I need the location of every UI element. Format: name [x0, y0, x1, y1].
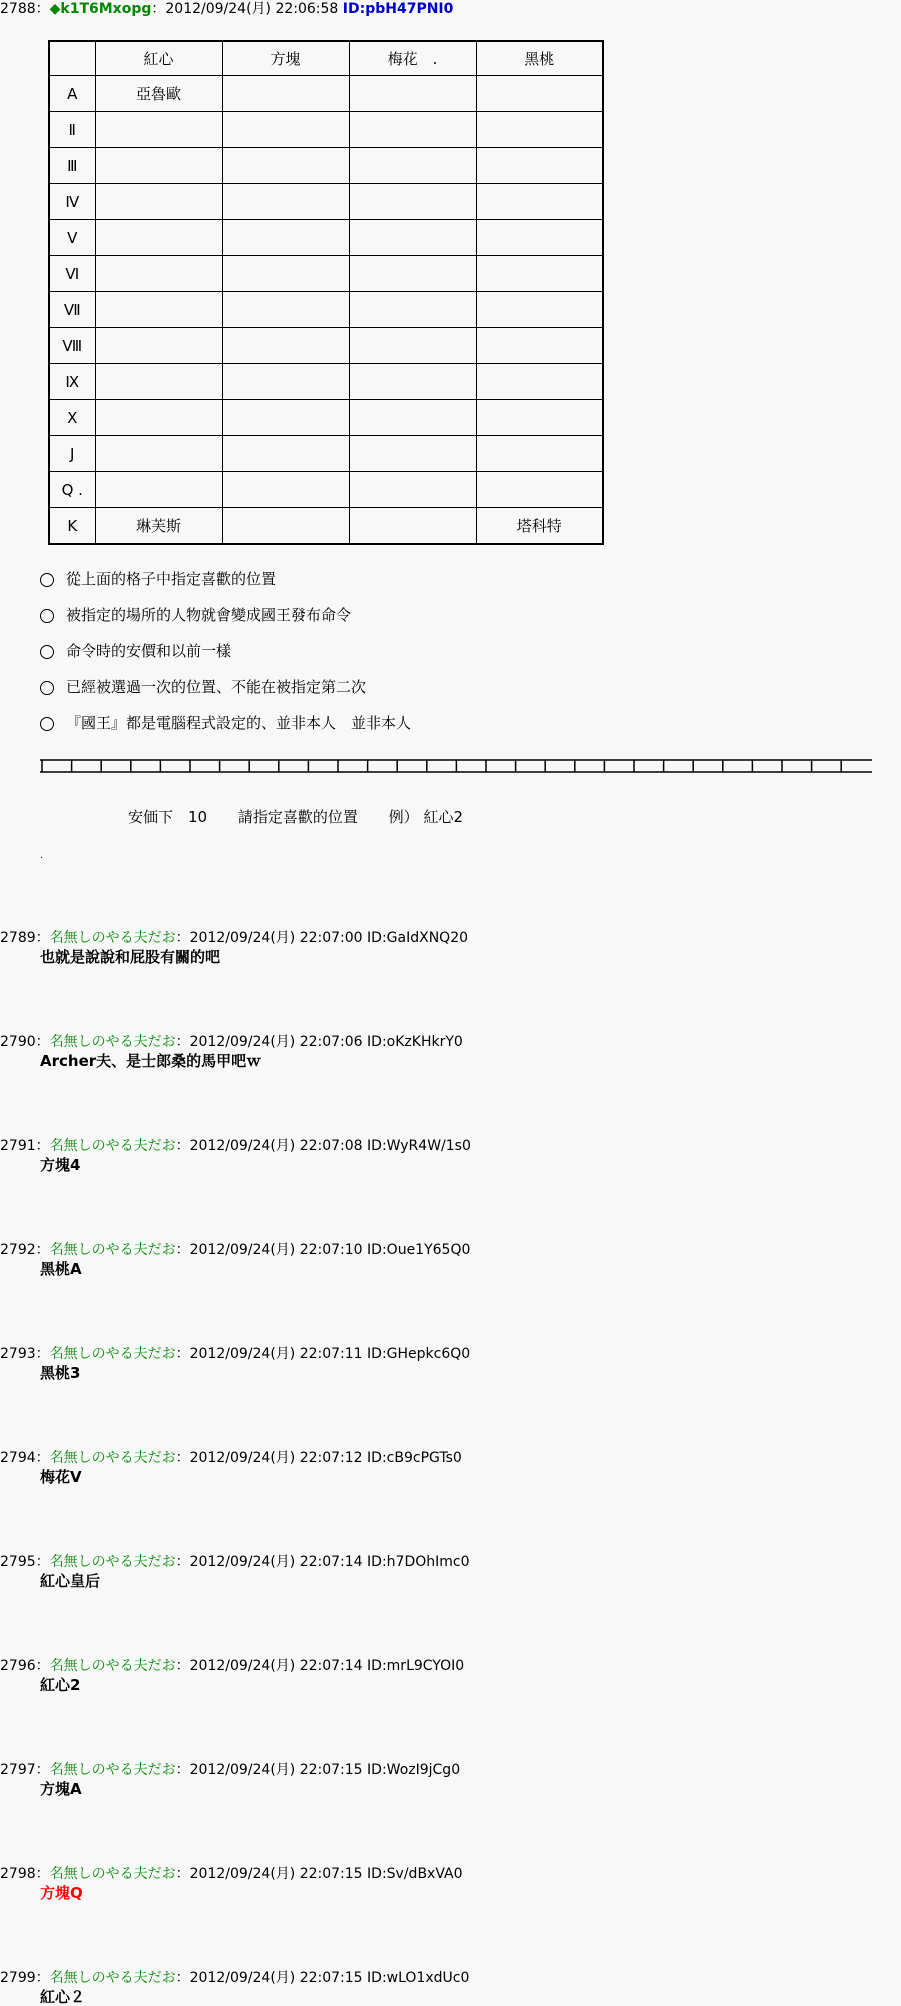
post-header: [0, 1866, 463, 1882]
poster-name[interactable]: 名無しのやる夫だお: [49, 1034, 176, 1050]
grid-cell: [222, 364, 349, 400]
grid-row: [49, 472, 603, 508]
grid-cell: [476, 220, 603, 256]
post-number[interactable]: 2794: [0, 1450, 36, 1466]
grid-row-label: Ⅷ: [49, 328, 95, 364]
grid-row: [49, 328, 603, 364]
poster-id[interactable]: ID:oKzKHkrY0: [367, 1034, 463, 1050]
grid-cell: [349, 364, 476, 400]
rule-text: 『國王』都是電腦程式設定的、並非本人 並非本人: [66, 714, 412, 732]
circle-bullet-icon: [40, 681, 54, 695]
post-header: [0, 1242, 470, 1258]
separator: ：: [35, 1554, 50, 1570]
grid-cell: 琳芙斯: [95, 508, 222, 545]
separator: ：: [35, 930, 50, 946]
post-message: 梅花Ⅴ: [40, 1468, 82, 1486]
grid-cell: [95, 400, 222, 436]
grid-header-cell: 紅心: [95, 41, 222, 76]
post-date: 2012/09/24(月) 22:06:58: [165, 1, 339, 17]
post-message: 方塊A: [40, 1780, 82, 1798]
grid-row-label: Ⅵ: [49, 256, 95, 292]
grid-row-label: Q .: [49, 472, 95, 508]
grid-row: [49, 364, 603, 400]
grid-row: [49, 112, 603, 148]
post-message: 紅心皇后: [40, 1572, 101, 1590]
circle-bullet-icon: [40, 645, 54, 659]
separator: ：: [35, 1658, 50, 1674]
grid-cell: [476, 328, 603, 364]
post-message: 方塊4: [40, 1156, 81, 1174]
grid-cell: [349, 472, 476, 508]
post-header: [0, 1346, 470, 1362]
grid-cell: [349, 76, 476, 112]
grid-row-label: K: [49, 508, 95, 545]
poster-name[interactable]: 名無しのやる夫だお: [49, 930, 176, 946]
rule-item: [40, 642, 411, 678]
grid-cell: [95, 220, 222, 256]
post-date: 2012/09/24(月) 22:07:10: [189, 1242, 363, 1258]
post-header: [0, 1762, 460, 1778]
grid-cell: [349, 400, 476, 436]
post-message: 紅心2: [40, 1676, 81, 1694]
grid-cell: [349, 328, 476, 364]
grid-cell: [95, 328, 222, 364]
separator: ：: [175, 1762, 190, 1778]
poster-id[interactable]: ID:cB9cPGTs0: [367, 1450, 462, 1466]
post-number[interactable]: 2793: [0, 1346, 36, 1362]
post-message: Archer夫、是士郎桑的馬甲吧ｗ: [40, 1052, 262, 1070]
rule-text: 被指定的場所的人物就會變成國王發布命令: [66, 606, 352, 624]
grid-row: [49, 256, 603, 292]
poster-name[interactable]: 名無しのやる夫だお: [49, 1554, 176, 1570]
grid-row: [49, 148, 603, 184]
grid-header-cell: 方塊: [222, 41, 349, 76]
grid-row-label: Ⅱ: [49, 112, 95, 148]
poster-name[interactable]: 名無しのやる夫だお: [49, 1970, 176, 1986]
grid-cell: [222, 472, 349, 508]
separator: ：: [175, 1346, 190, 1362]
grid-row-label: A: [49, 76, 95, 112]
circle-bullet-icon: [40, 717, 54, 731]
grid-cell: [476, 472, 603, 508]
post-header: [0, 1554, 470, 1570]
separator: ：: [175, 1034, 190, 1050]
separator: ：: [151, 1, 166, 17]
poster-id[interactable]: ID:h7DOhImc0: [367, 1554, 470, 1570]
post-date: 2012/09/24(月) 22:07:15: [189, 1970, 363, 1986]
grid-row-label: J: [49, 436, 95, 472]
grid-row: [49, 508, 603, 545]
circle-bullet-icon: [40, 609, 54, 623]
post-number[interactable]: 2796: [0, 1658, 36, 1674]
grid-cell: [349, 148, 476, 184]
separator: ：: [35, 1034, 50, 1050]
grid-cell: [476, 400, 603, 436]
post-number[interactable]: 2790: [0, 1034, 36, 1050]
grid-cell: [476, 364, 603, 400]
grid-cell: [222, 508, 349, 545]
post-number[interactable]: 2797: [0, 1762, 36, 1778]
post-header: [0, 930, 468, 946]
grid-cell: [476, 436, 603, 472]
separator: ：: [35, 1346, 50, 1362]
grid-cell: [349, 508, 476, 545]
grid-cell: [95, 148, 222, 184]
grid-row-label: Ⅹ: [49, 400, 95, 436]
grid-cell: [95, 472, 222, 508]
grid-cell: [349, 292, 476, 328]
separator: ：: [35, 1762, 50, 1778]
post-date: 2012/09/24(月) 22:07:06: [189, 1034, 363, 1050]
grid-cell: [476, 148, 603, 184]
grid-cell: [95, 184, 222, 220]
rule-item: [40, 714, 411, 750]
rule-text: 命令時的安價和以前一樣: [66, 642, 232, 660]
grid-cell: [222, 148, 349, 184]
grid-row: [49, 400, 603, 436]
post-message: 方塊Q: [40, 1884, 83, 1902]
post-number[interactable]: 2789: [0, 930, 36, 946]
selection-grid: [48, 40, 604, 545]
poster-id[interactable]: ID:WozI9jCg0: [367, 1762, 461, 1778]
grid-row-label: Ⅴ: [49, 220, 95, 256]
post-date: 2012/09/24(月) 22:07:00: [189, 930, 363, 946]
poster-id[interactable]: ID:WyR4W/1s0: [367, 1138, 471, 1154]
post-message: 黑桃3: [40, 1364, 81, 1382]
rules-list: [40, 570, 411, 750]
poster-id[interactable]: ID:wLO1xdUc0: [367, 1970, 470, 1986]
rule-text: 從上面的格子中指定喜歡的位置: [66, 570, 277, 588]
post-date: 2012/09/24(月) 22:07:11: [189, 1346, 363, 1362]
poster-name[interactable]: 名無しのやる夫だお: [49, 1450, 176, 1466]
grid-cell: [222, 184, 349, 220]
ruler-graphic: [40, 758, 872, 774]
separator: ：: [35, 1866, 50, 1882]
stray-dot: .: [40, 850, 44, 861]
poster-name[interactable]: 名無しのやる夫だお: [49, 1866, 176, 1882]
grid-header-cell: 黑桃: [476, 41, 603, 76]
post-message: 紅心２: [40, 1988, 86, 2006]
post-number[interactable]: 2795: [0, 1554, 36, 1570]
rule-item: [40, 570, 411, 606]
grid-cell: [476, 76, 603, 112]
post-number[interactable]: 2792: [0, 1242, 36, 1258]
separator: ：: [35, 1138, 50, 1154]
grid-cell: [222, 256, 349, 292]
poster-name[interactable]: 名無しのやる夫だお: [49, 1346, 176, 1362]
grid-row: [49, 76, 603, 112]
grid-row: [49, 292, 603, 328]
post-number[interactable]: 2799: [0, 1970, 36, 1986]
post-number[interactable]: 2788: [0, 1, 36, 17]
anchor-prompt: [128, 806, 489, 827]
ruler-divider: [40, 758, 872, 774]
anchor-text: 安価下 10: [128, 808, 208, 826]
poster-id[interactable]: ID:Sv/dBxVA0: [367, 1866, 463, 1882]
poster-name[interactable]: 名無しのやる夫だお: [49, 1242, 176, 1258]
grid-row-label: Ⅸ: [49, 364, 95, 400]
poster-id[interactable]: ID:GaIdXNQ20: [367, 930, 469, 946]
grid-cell: [222, 76, 349, 112]
separator: ：: [35, 1, 50, 17]
poster-name[interactable]: 名無しのやる夫だお: [49, 1138, 176, 1154]
grid-row-label: Ⅶ: [49, 292, 95, 328]
post-header: [0, 1138, 471, 1154]
grid-cell: [222, 112, 349, 148]
post-header: [0, 1658, 464, 1674]
grid-cell: [222, 400, 349, 436]
example-text: 例） 紅心2: [388, 808, 463, 826]
separator: ：: [175, 1450, 190, 1466]
post-date: 2012/09/24(月) 22:07:15: [189, 1762, 363, 1778]
post-number[interactable]: 2791: [0, 1138, 36, 1154]
post-date: 2012/09/24(月) 22:07:14: [189, 1658, 363, 1674]
separator: ：: [175, 1138, 190, 1154]
poster-name[interactable]: 名無しのやる夫だお: [49, 1658, 176, 1674]
separator: ：: [175, 1866, 190, 1882]
post-date: 2012/09/24(月) 22:07:15: [189, 1866, 363, 1882]
grid-cell: [349, 184, 476, 220]
grid-row: [49, 436, 603, 472]
post-date: 2012/09/24(月) 22:07:14: [189, 1554, 363, 1570]
poster-id[interactable]: ID:mrL9CYOI0: [367, 1658, 465, 1674]
grid-cell: [95, 364, 222, 400]
grid-cell: [476, 256, 603, 292]
grid-row-label: Ⅳ: [49, 184, 95, 220]
rule-text: 已經被選過一次的位置、不能在被指定第二次: [66, 678, 367, 696]
poster-name[interactable]: 名無しのやる夫だお: [49, 1762, 176, 1778]
grid-header-row: [49, 41, 603, 76]
separator: ：: [175, 1658, 190, 1674]
grid-cell: [476, 184, 603, 220]
post-date: 2012/09/24(月) 22:07:12: [189, 1450, 363, 1466]
grid-cell: [222, 220, 349, 256]
poster-id[interactable]: ID:GHepkc6Q0: [367, 1346, 471, 1362]
grid-cell: 亞魯歐: [95, 76, 222, 112]
rule-item: [40, 678, 411, 714]
grid-cell: 塔科特: [476, 508, 603, 545]
grid-row: [49, 184, 603, 220]
post-header: [0, 1034, 463, 1050]
instruction-text: 請指定喜歡的位置: [237, 808, 358, 826]
rule-item: [40, 606, 411, 642]
poster-name[interactable]: ◆k1T6Mxopg: [49, 1, 152, 17]
post-number[interactable]: 2798: [0, 1866, 36, 1882]
grid-cell: [476, 112, 603, 148]
post-header-2788: [0, 1, 453, 17]
grid-cell: [349, 220, 476, 256]
grid-header-cell: 梅花 .: [349, 41, 476, 76]
separator: ：: [35, 1970, 50, 1986]
post-header: [0, 1970, 469, 1986]
grid-row-label: Ⅲ: [49, 148, 95, 184]
grid-cell: [222, 328, 349, 364]
grid-row: [49, 220, 603, 256]
grid-cell: [349, 112, 476, 148]
separator: ：: [175, 1242, 190, 1258]
post-header: [0, 1450, 462, 1466]
grid-cell: [476, 292, 603, 328]
grid-header-cell: [49, 41, 95, 76]
post-message: 也就是說說和屁股有關的吧: [40, 948, 221, 966]
grid-cell: [95, 112, 222, 148]
poster-id[interactable]: ID:Oue1Y65Q0: [367, 1242, 471, 1258]
post-date: 2012/09/24(月) 22:07:08: [189, 1138, 363, 1154]
separator: ：: [175, 1970, 190, 1986]
separator: ：: [175, 930, 190, 946]
grid-cell: [95, 256, 222, 292]
separator: ：: [175, 1554, 190, 1570]
circle-bullet-icon: [40, 573, 54, 587]
post-message: 黑桃A: [40, 1260, 82, 1278]
grid-cell: [222, 436, 349, 472]
grid-cell: [349, 256, 476, 292]
poster-id[interactable]: ID:pbH47PNI0: [342, 1, 454, 17]
separator: ：: [35, 1242, 50, 1258]
grid-cell: [349, 436, 476, 472]
grid-cell: [95, 292, 222, 328]
grid-cell: [222, 292, 349, 328]
separator: ：: [35, 1450, 50, 1466]
grid-cell: [95, 436, 222, 472]
